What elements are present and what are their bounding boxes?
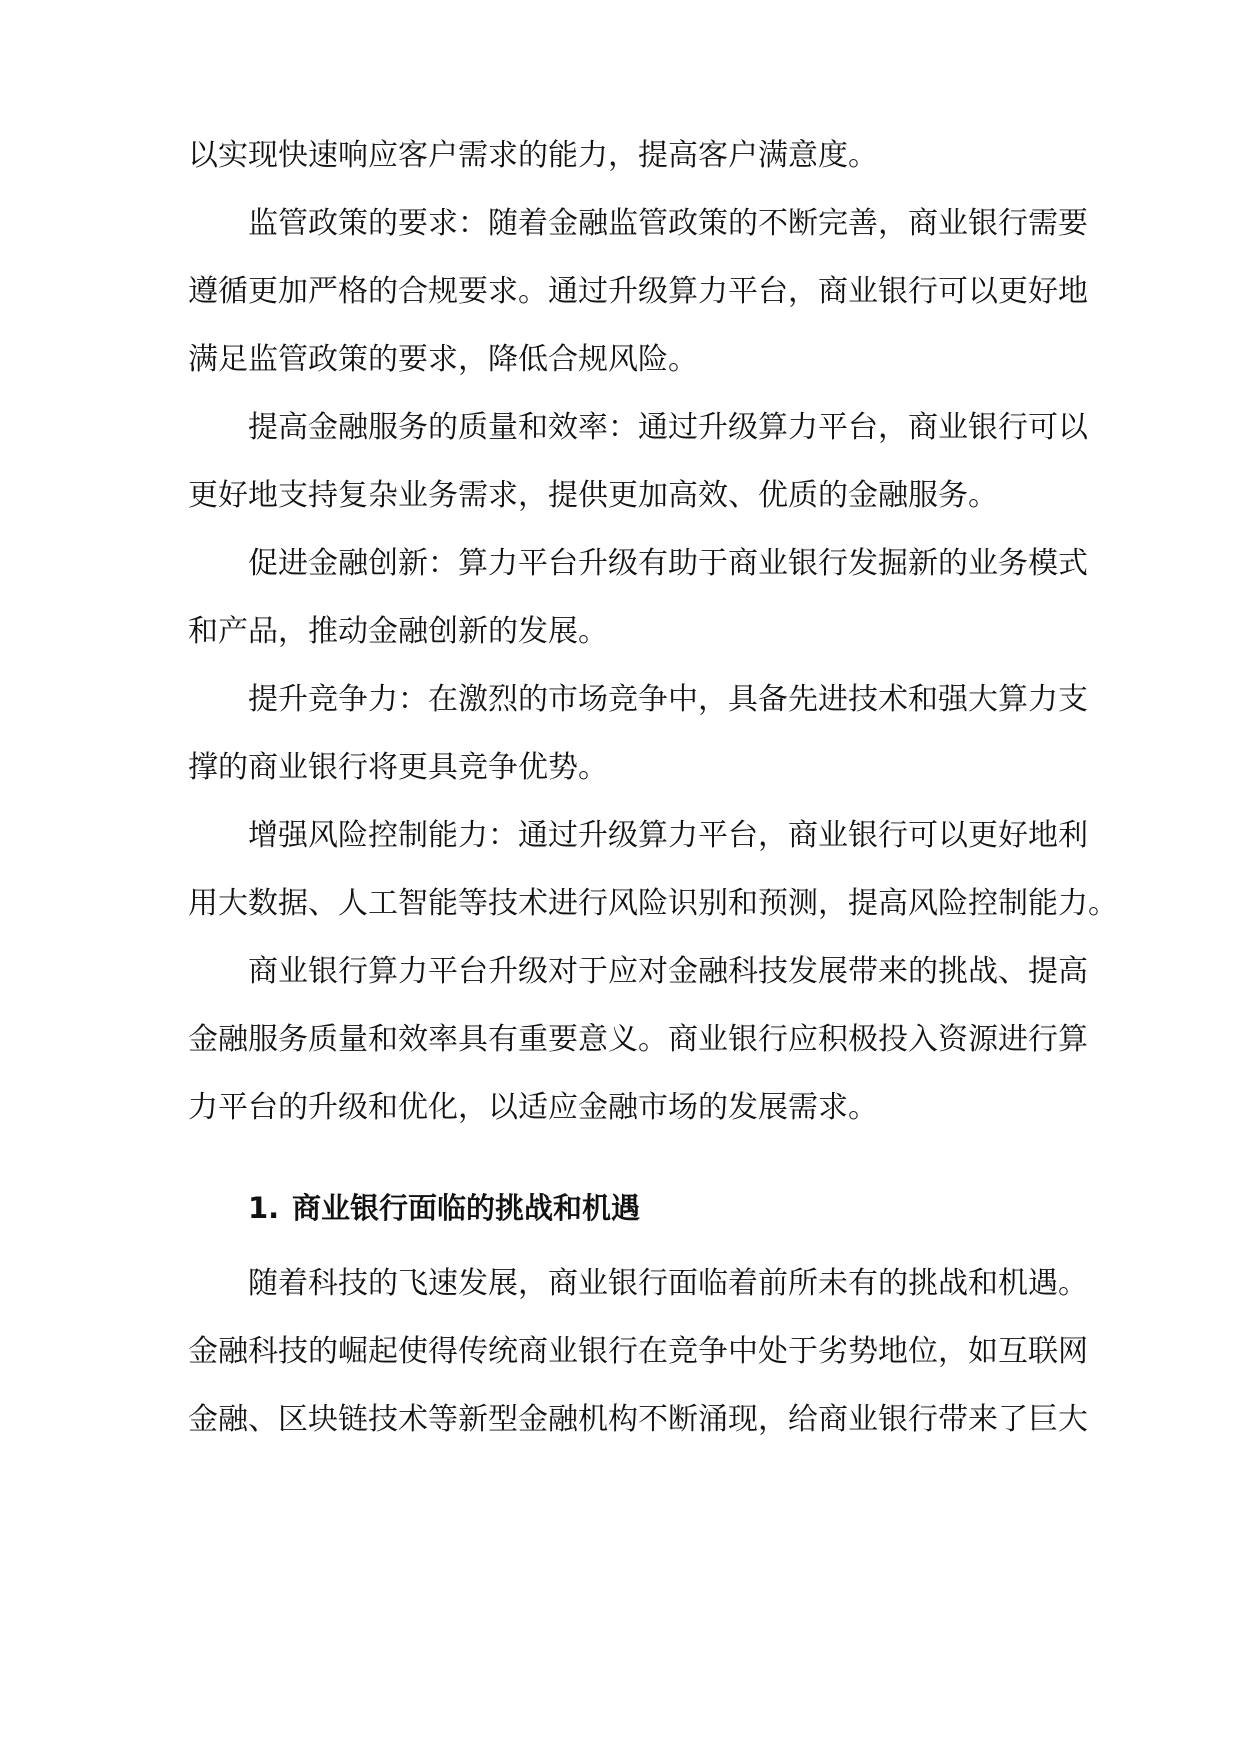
text-line: 力平台的升级和优化，以适应金融市场的发展需求。	[188, 1090, 878, 1125]
text-line: 用大数据、人工智能等技术进行风险识别和预测，提高风险控制能力。	[188, 886, 1118, 921]
text-line: 提升竞争力：在激烈的市场竞争中，具备先进技术和强大算力支	[248, 682, 1088, 717]
text-line: 金融科技的崛起使得传统商业银行在竞争中处于劣势地位，如互联网	[188, 1334, 1088, 1369]
text-line: 商业银行算力平台升级对于应对金融科技发展带来的挑战、提高	[248, 954, 1088, 989]
text-line: 撑的商业银行将更具竞争优势。	[188, 750, 608, 785]
text-line: 随着科技的飞速发展，商业银行面临着前所未有的挑战和机遇。	[248, 1266, 1088, 1301]
text-line: 和产品，推动金融创新的发展。	[188, 614, 608, 649]
text-line: 以实现快速响应客户需求的能力，提高客户满意度。	[188, 138, 878, 173]
text-line: 增强风险控制能力：通过升级算力平台，商业银行可以更好地利	[248, 818, 1088, 853]
text-line: 金融、区块链技术等新型金融机构不断涌现，给商业银行带来了巨大	[188, 1402, 1088, 1437]
section-number: 1.	[248, 1191, 280, 1225]
text-line: 更好地支持复杂业务需求，提供更加高效、优质的金融服务。	[188, 478, 998, 513]
text-line: 遵循更加严格的合规要求。通过升级算力平台，商业银行可以更好地	[188, 274, 1088, 309]
text-line: 满足监管政策的要求，降低合规风险。	[188, 342, 698, 377]
text-line: 金融服务质量和效率具有重要意义。商业银行应积极投入资源进行算	[188, 1022, 1088, 1057]
text-line: 促进金融创新：算力平台升级有助于商业银行发掘新的业务模式	[248, 546, 1088, 581]
text-line: 监管政策的要求：随着金融监管政策的不断完善，商业银行需要	[248, 206, 1088, 241]
section-title: 商业银行面临的挑战和机遇	[292, 1191, 641, 1225]
text-line: 提高金融服务的质量和效率：通过升级算力平台，商业银行可以	[248, 410, 1088, 445]
section-heading	[0, 1188, 1241, 1228]
